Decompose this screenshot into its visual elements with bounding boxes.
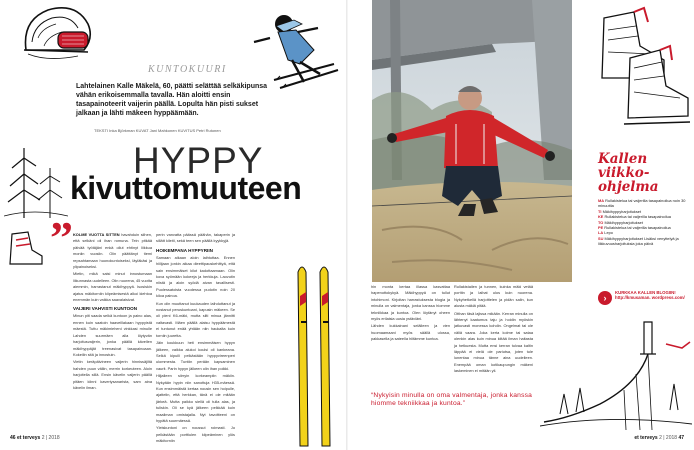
page-folio-right	[634, 435, 684, 441]
article-lede: Lahtelainen Kalle Mäkelä, 60, päätti selättää selkäkipunsa vähän erikoisemmalla tavalla. Hän aloitti ensin tasapainoteerit vaijerin päällä. Lopulta hän pisti sukset jalkaan ja lähti mäkeen hyppäämään.	[76, 83, 268, 117]
paragraph: Jäin koukkuun heti ensimmäisen hypyn jälkeen, vaikka alukoi koulsi oli kankeana. Selkä kipuili pelkästään hyppyvireenperi ulommesta. Tuntiin perään kapsaminen vaurit. Parin hypyn jälkeen olin ihan poikki.	[156, 340, 235, 371]
issue-number: 2 | 2018	[41, 435, 60, 441]
paragraph: havahduin siihen, että selkäni oli ihan romuna. Tein pitkää päivää työtäjäni enkä ollut ehtinyt liikkua moniin vuosiin. Olin päättänyt tiemi repsahtamaan huonokuntoiseksi, läyläkäsi ja ylipainoiseksi.	[73, 232, 152, 270]
feature-photo	[372, 0, 572, 282]
program-title: Kallen viikko-ohjelma	[598, 151, 659, 195]
body-column-4	[371, 284, 450, 344]
section-kicker: KUNTOKUURI	[148, 64, 227, 75]
program-item: PE Rullakistelua tai vaijerilla tasapainoilua	[598, 225, 671, 231]
paragraph: Kun olin muuttanut kuukauden laihduttanut ja nostanut peruskuntoani, kapusin mäkeen. Se oli pieni K6-mäki, mutta silti minua jännitti valtavasti. Mäen päällä alaisu hyppäämestä ei tuntunut enää yhtään niin haukalta kuin torniin juuretta.	[156, 300, 235, 338]
ski-boots-illustration	[594, 6, 692, 130]
skis-illustration	[292, 262, 340, 448]
ski-boot-illustration	[6, 228, 46, 268]
page-number: 46	[10, 435, 16, 441]
paragraph: Rullakistailen ja tunnen, kuinka mäki vetää porttin ja laihat ulos kuin nuorena. Nykyhetkellä harjoittelen ja pidän salin, kun alusta mäkiä pitää.	[454, 284, 533, 309]
ski-jumper-illustration	[240, 2, 340, 92]
paragraph: Lähden kukkainani selälleen ja vien huomaamaani myös säällä ulossa, pakkasella ja sateella hiitämme kuntoa.	[371, 323, 450, 342]
paragraph: Otthan täsä lajissa mikään. Kerran minulla on lähtenyt kaatumus taju ja hoidin myöskin jatkuvasti monessa kohdin. Ongelmat tai ole väliä vaara. Joka kerta kolme tai sataa olenkin alas kuin minua kiitää ilman haitasta ja hetkuesta. Mutta ensi kerran tulvaa kaltin läppää ei vielä ole pariutsa, joten tule lunentaa minua tänne aina uudelleen. Enempää oman kotikaupungin mäkeni laskeminen ei mitään yli.	[454, 310, 533, 374]
trees-illustration	[4, 128, 68, 220]
program-item: TO Mäkihyppyharjoitukset	[598, 219, 643, 225]
program-item: TI Mäkihyppyharjoitukset	[598, 208, 642, 214]
quote-mark: ”	[50, 212, 73, 263]
program-item: SU Mäkihyppyharjoitukset Lisäksi venyttelyä ja liikkuvuusharjoituksia joka päivä	[598, 235, 679, 247]
body-column-1	[73, 232, 152, 392]
paragraph: Vietin keräpäivineen vaijerin hinnissäjiltä hahden puun väliin, merrin korkeuteen. Aloin harjoitella sillä. Ensin kävelin vaijerin päällä pitäen kiinni kaveriysanarista, sam aina kävelin ilman.	[73, 359, 152, 390]
program-item: MA Rullakistelua tai vaijerilla tasapainoilua noin 30 minuuttia	[598, 198, 686, 209]
subheading: HOIKEMPANA HYPPYRIIN	[156, 247, 213, 253]
helmet-illustration	[18, 2, 98, 64]
blog-arrow-icon[interactable]: ›	[598, 291, 612, 305]
article-credits: TEKSTI Inka Björkman KUVAT Jani Mahkonen KUVITUS Petri Rutonen	[94, 128, 221, 133]
body-column-2	[156, 232, 235, 446]
blog-link[interactable]: KURKKAA KALLEN BLOGIIN! http://kmusaman. wordpress.com/	[615, 290, 685, 301]
program-item: KE Rullakistelua tai vaijerilla tasapainoilua	[598, 214, 671, 220]
page-folio-left	[10, 435, 60, 441]
headline-line-2: kivuttomuuteen	[70, 170, 302, 206]
body-column-5	[454, 284, 533, 376]
subheading: VAIJERI VAHVISTI KUNTOON	[73, 306, 138, 312]
paragraph: hin monta kertaa illassa kasvattaa hapenottokykyä. Mäkihyppyä on tullut intohimoni. Kirjoitan harrastuksesta blogia ja minulla on valmentaja, jonka kanssa hiomme tekniikkaa ja kuntoa. Olen löytänyt oheen myös erilaisia uusia ystäviäni.	[371, 284, 450, 322]
lead-in: KOLME VUOTTA SITTEN	[73, 232, 120, 237]
photo-skier-on-wire	[372, 0, 572, 282]
paragraph: perin vanvatta päässä päähän, takaperin ja sillätt kileiti, sekä teen sen päällä kyykkyjä.	[156, 232, 235, 244]
issue-number: 2 | 2018	[659, 435, 678, 441]
paragraph: Samaan aikaan aloin laihtuttaa. Ennen hiilijaan jonkin aikaa dieettipauskehittyä, että sain ensimmäiset kilot kadottaamaan. Olin kova syömään kokeeja ja herkkuja. Laovutin niistä ja aloin syödä aivan tavallisesti. Puolessatoista vuodessa pudotin noin 20 kiloa painoa.	[156, 254, 235, 299]
headline-line-1: HYPPY	[133, 140, 264, 181]
pull-quote: “Nykyisin minulla on oma valmentaja, jonka kanssa hiomme tekniikkaa ja kuntoa.”	[371, 392, 533, 408]
weekly-program-list	[598, 198, 690, 247]
program-item: LA Lepo	[598, 230, 613, 236]
paragraph: Yleiskuntoni on noussut roimasti. Jo pelkästään porttiulen kiipeäminen ylös mäkitorniin	[156, 425, 235, 444]
ski-jump-hill-illustration	[540, 314, 692, 432]
paragraph: Minun piti saada selkä kuntoon ja paino alas, ennen kuin saatoin haaveillakaan hyppyistä mäestä. Tuttu mäkimieheni vinkkasi minulle Lahden suurmäen alla löytyvän harjoitusvaijerin, jonka päällä kävellen mäkihyppäjät treenasivat tasapainoaan. Kokeilin sitä ja innostuin.	[73, 313, 152, 357]
magazine-name: et terveys	[16, 435, 41, 441]
paragraph: Hiljalleen siirryin korkeampiin mäkiin. Nykyään hypin niin sanottuja H35-mäessä. Kun ensimmäistä kertaa nousin sen hoipulle, ajattelin, että herkkan, tänä ei ole mitään järkeä. Mutta paikko siellä oli tulla alas, ja tuliskin. Oli se kyä jälkeen pelkkää kuin maailman omistajalla. Nyt tavoitteeni on hypätä suurmäessä.	[156, 373, 235, 423]
paragraph: Mietin, mikä saisi minut innostumaan liikunnasta uudelleen. Olin nuorena, 45 vuotta aiemmin, harrastanut mäkihyppyä. Isosiskin ajatus mäkitorniin kiipeämisestä alkoi kiehtoa enemmän kuin vaikka saavalaisivat.	[73, 271, 152, 303]
magazine-name: et terveys	[634, 435, 658, 441]
page-gutter	[346, 0, 348, 450]
page-number: 47	[678, 435, 684, 441]
